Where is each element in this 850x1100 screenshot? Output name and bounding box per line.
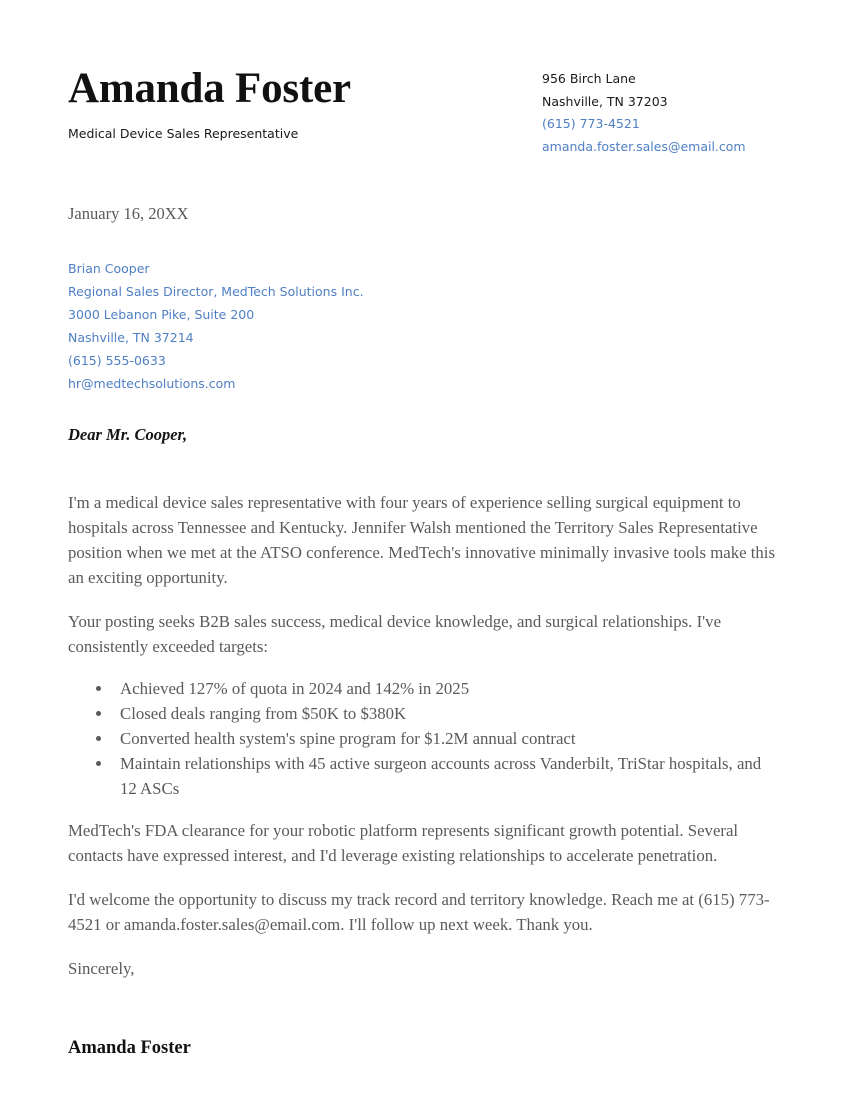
bullet-icon: [96, 686, 101, 691]
list-item-label: Achieved 127% of quota in 2024 and 142% in 2025: [120, 679, 470, 699]
letter-date: January 16, 20XX: [68, 204, 189, 224]
recipient-title-company: Regional Sales Director, MedTech Solutions Inc.: [68, 284, 364, 300]
achievements-list: [68, 676, 782, 801]
sender-identity: [68, 58, 351, 142]
recipient-email[interactable]: hr@medtechsolutions.com: [68, 376, 236, 392]
body-paragraph-2: Your posting seeks B2B sales success, medical device knowledge, and surgical relationships. I've consistently exceeded targets:: [68, 612, 722, 657]
letter-body: [68, 490, 782, 981]
list-item: [68, 701, 782, 726]
bullet-icon: [96, 761, 101, 766]
list-item: [68, 751, 782, 801]
page-title: Amanda Foster: [68, 65, 351, 112]
recipient-phone[interactable]: (615) 555-0633: [68, 353, 166, 369]
bullet-icon: [96, 711, 101, 716]
body-paragraph-1: I'm a medical device sales representative with four years of experience selling surgical equipment to hospitals across Tennessee and Kentucky. Jennifer Walsh mentioned the Territory Sales Representative position when we met at the ATSO conference. MedTech's innovative minimally invasive tools make this an exciting opportunity.: [68, 493, 775, 588]
sender-email-link[interactable]: amanda.foster.sales@email.com: [542, 138, 746, 154]
sender-phone-link[interactable]: (615) 773-4521: [542, 116, 640, 132]
valediction: Sincerely,: [68, 959, 135, 979]
list-item: [68, 676, 782, 701]
sender-contact-block: [542, 58, 782, 158]
recipient-city-state-zip: Nashville, TN 37214: [68, 330, 194, 346]
bullet-icon: [96, 736, 101, 741]
sender-job-title: Medical Device Sales Representative: [68, 125, 299, 141]
letter-header: [68, 0, 782, 158]
signature-name: Amanda Foster: [68, 1038, 191, 1059]
recipient-name: Brian Cooper: [68, 261, 150, 277]
body-paragraph-4: I'd welcome the opportunity to discuss my track record and territory knowledge. Reach me at (615) 773-4521 or amanda.foster.sales@email.com. I'll follow up next week. Thank you.: [68, 890, 770, 935]
list-item-label: Closed deals ranging from $50K to $380K: [120, 704, 407, 724]
list-item-label: Maintain relationships with 45 active surgeon accounts across Vanderbilt, TriStar hospitals, and 12 ASCs: [120, 754, 762, 799]
list-item-label: Converted health system's spine program for $1.2M annual contract: [120, 729, 576, 749]
list-item: [68, 726, 782, 751]
recipient-block: [68, 257, 782, 395]
sender-street: 956 Birch Lane: [542, 71, 636, 86]
sender-city-state-zip: Nashville, TN 37203: [542, 93, 668, 109]
recipient-street: 3000 Lebanon Pike, Suite 200: [68, 307, 255, 323]
salutation: Dear Mr. Cooper,: [68, 425, 188, 445]
body-paragraph-3: MedTech's FDA clearance for your robotic platform represents significant growth potential. Several contacts have expressed interest, and I'd leverage existing relationships to accelerate penetration.: [68, 821, 739, 866]
